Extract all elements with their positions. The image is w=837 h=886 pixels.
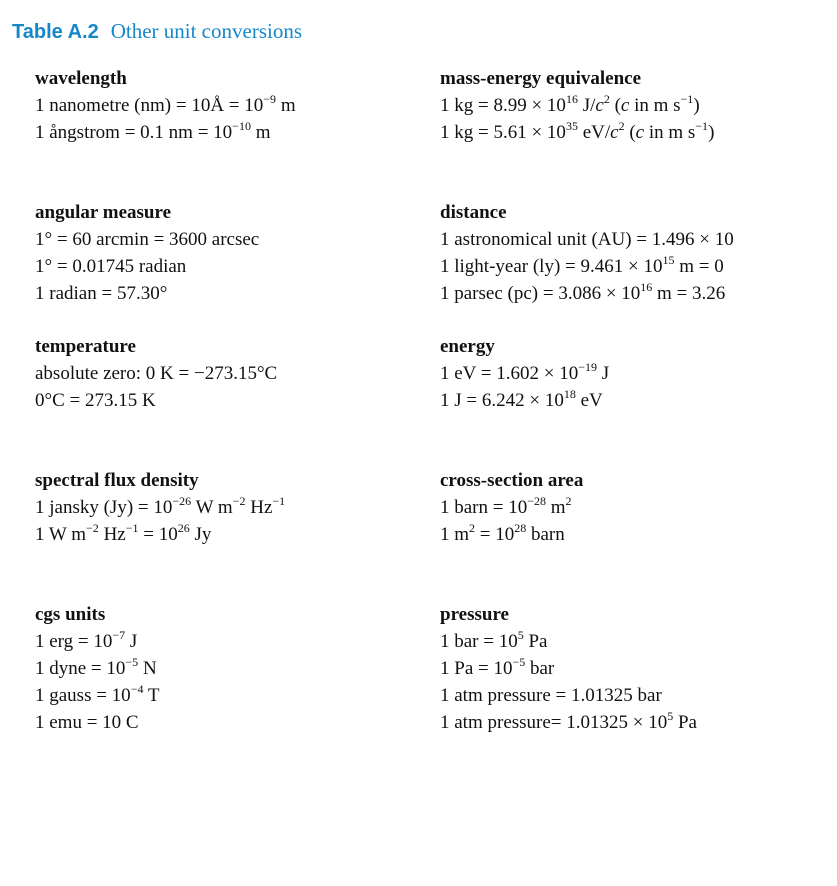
conversion-section [35, 200, 435, 334]
section-heading: wavelength [35, 68, 127, 89]
section-heading: distance [440, 202, 507, 223]
conversion-line: 1 astronomical unit (AU) = 1.496 × 10 [440, 229, 734, 250]
conversion-line: 1 atm pressure = 1.01325 bar [440, 685, 662, 706]
section-heading: cgs units [35, 604, 106, 625]
conversion-line: 1 barn = $10^{-28}$ $m^2$ [440, 494, 572, 518]
conversion-line: 1° = 60 arcmin = 3600 arcsec [35, 229, 260, 250]
section-heading: energy [440, 336, 495, 357]
conversion-line: 1 light-year $(ly) = 9.461 \times 10^{15}$ m = 0 [440, 253, 724, 277]
section-heading: mass-energy equivalence [440, 68, 642, 89]
conversion-line: 1 erg = $10^{-7}$ J [35, 628, 138, 652]
conversion-line: 1 W $m^{-2}$ $Hz^{-1} = 10^{26}$ Jy [35, 521, 212, 545]
conversion-line: 1 nanometre (nm) = 10Å = $10^{-9}$ m [35, 92, 296, 116]
conversion-section [35, 334, 435, 468]
conversion-line: 1 $Pa = 10^{-5}$ bar [440, 655, 555, 679]
section-heading: temperature [35, 336, 136, 357]
conversion-line: 1 radian = 57.30° [35, 283, 168, 304]
conversion-line: 1 gauss = $10^{-4}$ T [35, 682, 160, 706]
conversion-line: 1 parsec $(pc) = 3.086 \times 10^{16}$ m = 3.26 [440, 280, 726, 304]
conversion-section [440, 66, 837, 200]
right-column [440, 66, 837, 736]
conversion-section [440, 334, 837, 468]
conversion-line: 1 $m^2 = 10^{28}$ barn [440, 521, 565, 545]
conversion-section [440, 602, 837, 736]
left-column [35, 66, 435, 736]
conversion-line: 1 $J = 6.242 \times 10^{18}$ eV [440, 387, 603, 411]
conversion-line: 1 kg = $8.99 \times 10^{16}$ $J/c^2$ (c in m $s^{-1}$) [440, 92, 700, 116]
conversion-line: 1 ångstrom = 0.1 nm = $10^{-10}$ m [35, 119, 271, 143]
conversion-section [35, 66, 435, 200]
conversion-line: 1 bar = $10^5$ Pa [440, 628, 548, 652]
conversion-line: 1 atm pressure= $1.01325 \times 10^5$ Pa [440, 709, 697, 733]
conversion-line: 1 dyne = $10^{-5}$ N [35, 655, 157, 679]
conversion-line: absolute zero: 0 K = −273.15°C [35, 363, 278, 384]
conversion-section [440, 200, 837, 334]
section-heading: angular measure [35, 202, 171, 223]
conversion-line: 1 eV = $1.602 \times 10^{-19}$ J [440, 360, 610, 384]
table-caption [12, 19, 302, 44]
section-heading: pressure [440, 604, 509, 625]
table-title: Other unit conversions [110, 19, 302, 43]
section-heading: spectral flux density [35, 470, 199, 491]
conversion-section [35, 602, 435, 736]
conversion-section [440, 468, 837, 602]
conversion-line: 1 jansky $(Jy) = 10^{-26}$ W $m^{-2}$ $Hz^{-1}$ [35, 494, 286, 518]
conversion-line: 0°C = 273.15 K [35, 390, 156, 411]
conversion-line: 1 kg = $5.61 \times 10^{35}$ $eV/c^2$ (c in m $s^{-1}$) [440, 119, 715, 143]
section-heading: cross-section area [440, 470, 584, 491]
table-number: Table A.2 [12, 21, 99, 43]
conversion-line: 1° = 0.01745 radian [35, 256, 187, 277]
conversion-line: 1 emu = 10 C [35, 712, 139, 733]
conversion-section [35, 468, 435, 602]
